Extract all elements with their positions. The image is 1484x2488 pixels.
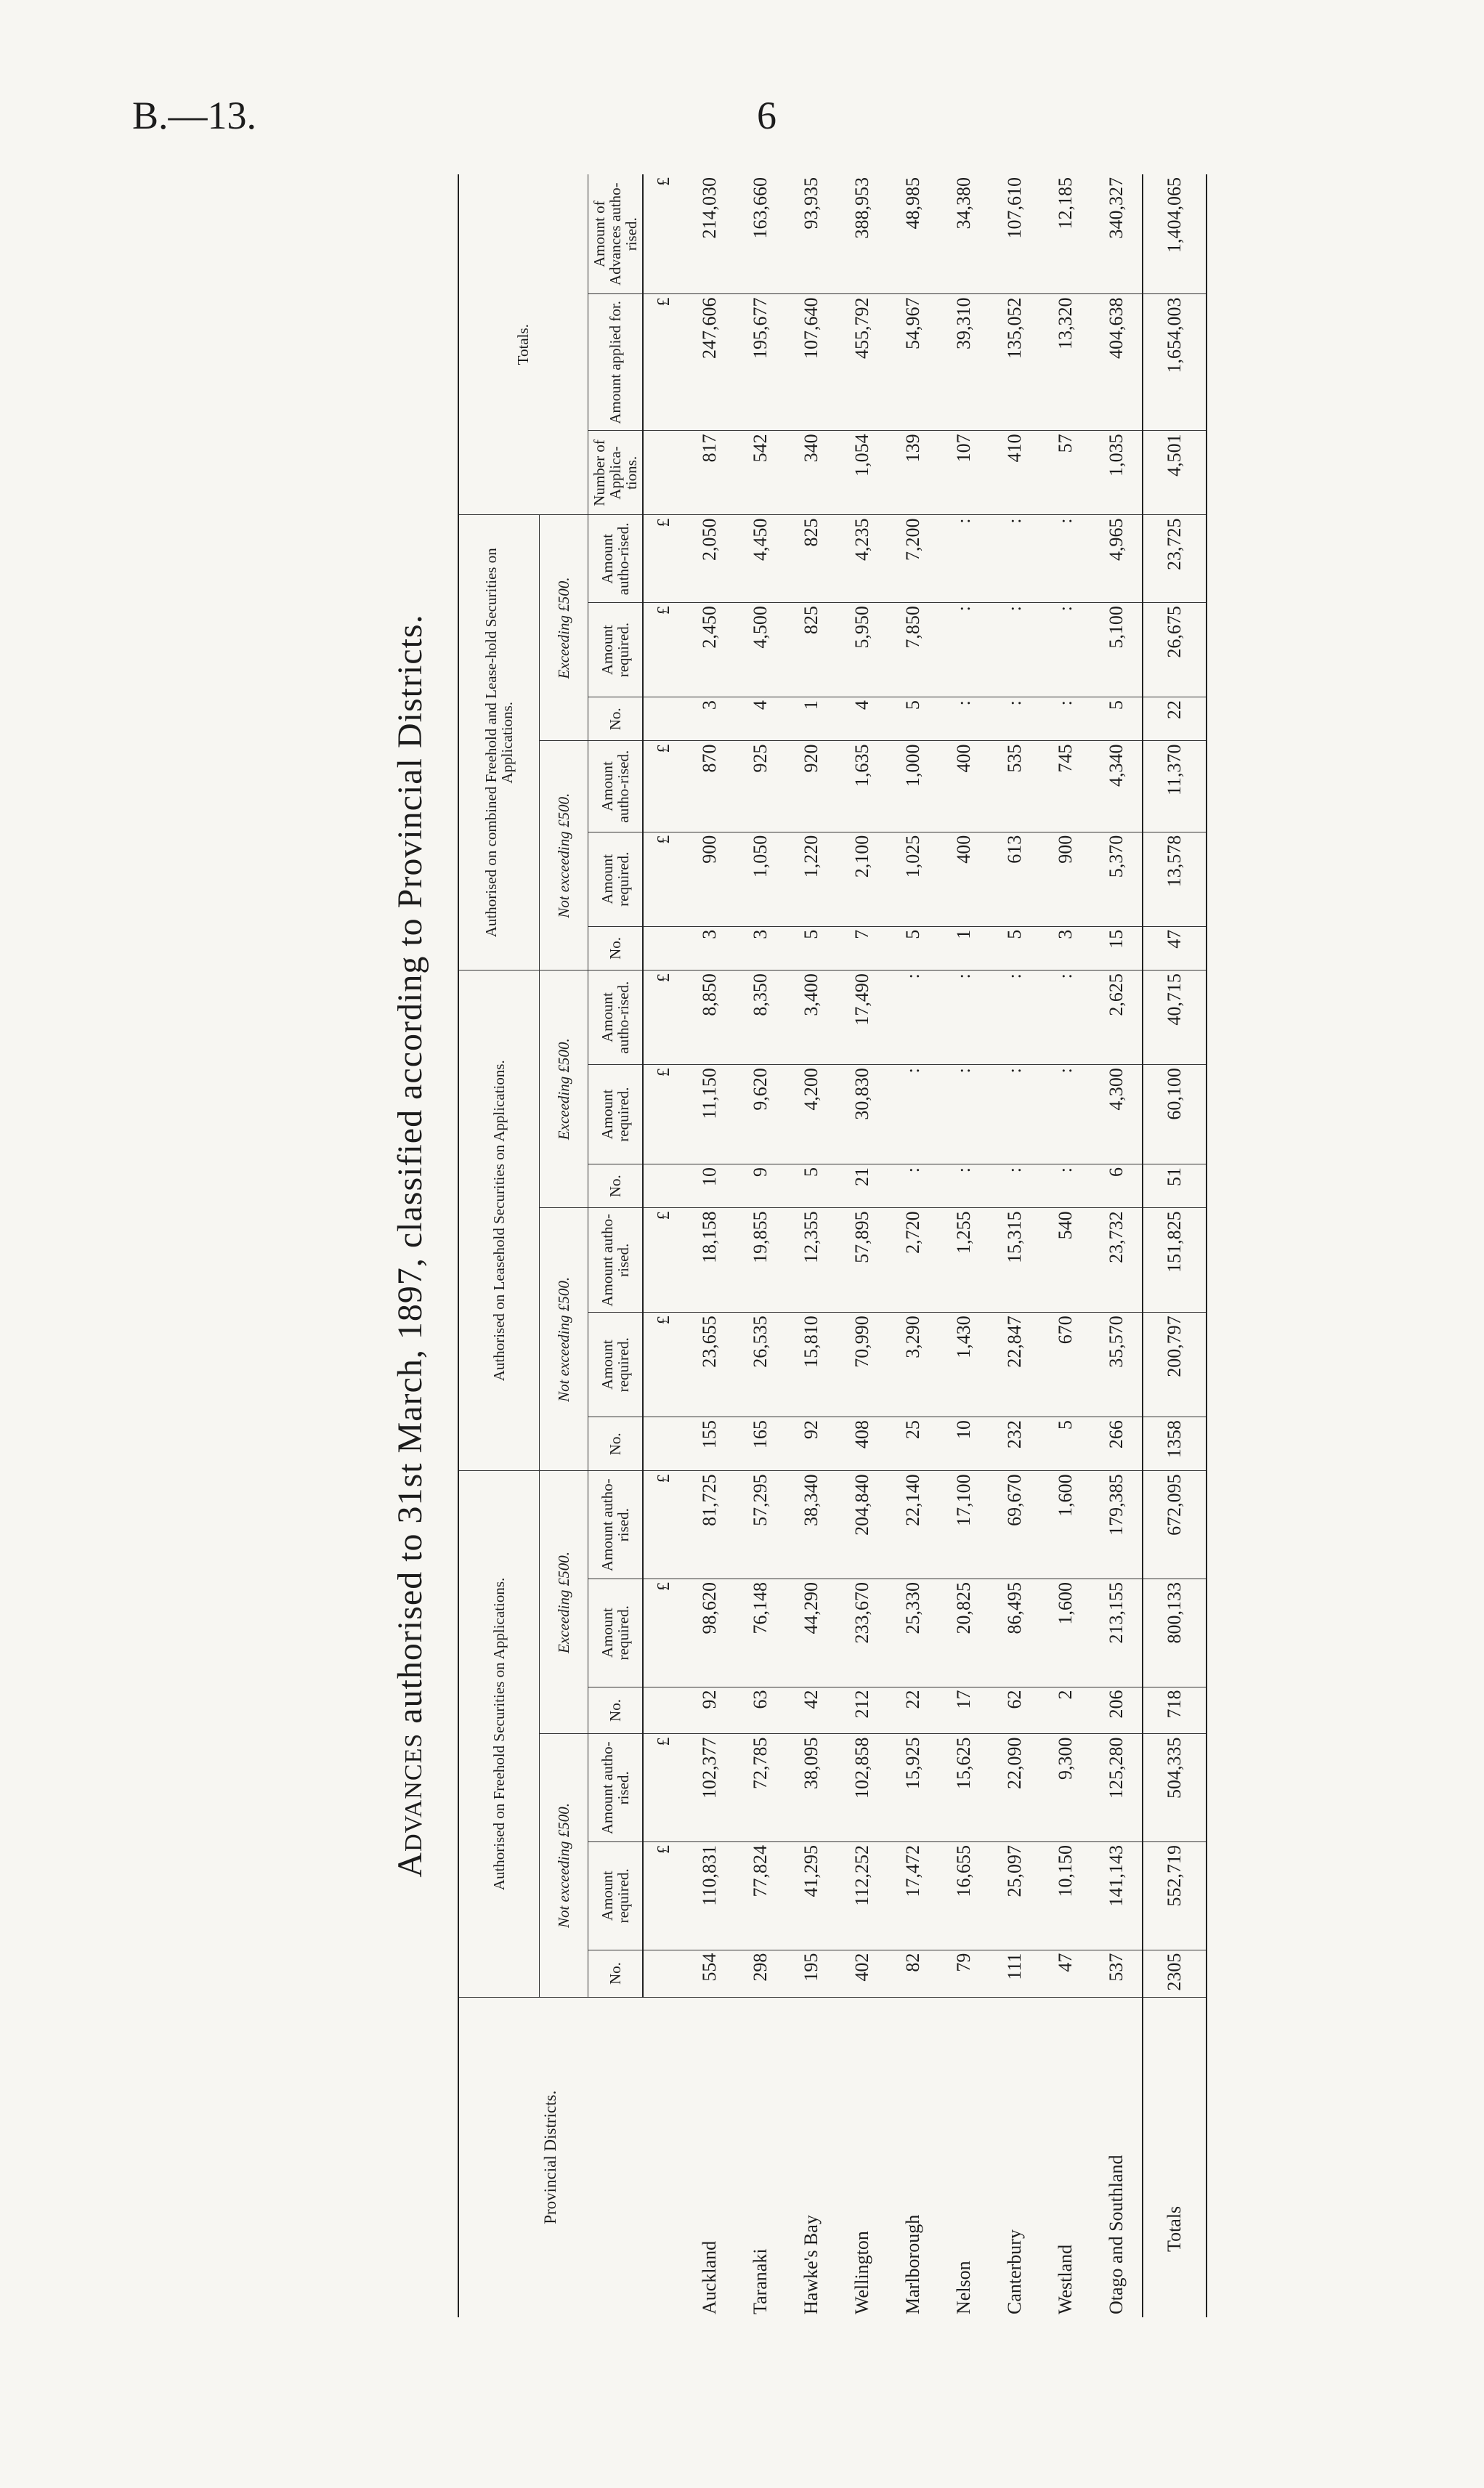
- cell-fh-ex-no: 42: [786, 1687, 837, 1734]
- cell-t-auth: 388,953: [837, 174, 888, 294]
- cell-t-applied: 13,320: [1040, 294, 1091, 431]
- cell-cb-ex-no: 3: [684, 697, 735, 741]
- district-name: Hawke's Bay: [800, 2215, 822, 2314]
- cell-cb-ne-auth: 925: [735, 741, 786, 832]
- cell-t-apps: 107: [938, 431, 989, 515]
- table-title: [370, 174, 450, 2317]
- cell-lh-ne-auth: 18,158: [684, 1208, 735, 1313]
- cell-cb-ne-no: 3: [684, 926, 735, 970]
- cell-t-auth: 12,185: [1040, 174, 1091, 294]
- cell-cb-ex-auth: 4,450: [735, 515, 786, 603]
- cell-lh-ne-req: 23,655: [684, 1313, 735, 1417]
- total-cb-ne-no: 47: [1143, 926, 1207, 970]
- cell-t-applied: 404,638: [1091, 294, 1143, 431]
- table-row: [735, 174, 786, 2317]
- header-fh-not-exceeding: Not exceeding £500.: [540, 1734, 588, 1997]
- cell-fh-ne-req: 77,824: [735, 1842, 786, 1950]
- cell-fh-ex-auth: 17,100: [938, 1471, 989, 1579]
- header-amount-required: Amount required.: [588, 1065, 644, 1164]
- cell-fh-ne-no: 79: [938, 1950, 989, 1997]
- cell-t-apps: 139: [888, 431, 938, 515]
- cell-cb-ne-req: 1,025: [888, 832, 938, 926]
- cell-cb-ex-req: 7,850: [888, 603, 938, 697]
- cell-t-auth: 93,935: [786, 174, 837, 294]
- total-fh-ne-req: 552,719: [1143, 1842, 1207, 1950]
- unit-cell: £: [643, 1734, 684, 1842]
- cell-fh-ne-no: 554: [684, 1950, 735, 1997]
- header-no: No.: [588, 1950, 644, 1997]
- header-no: No.: [588, 697, 644, 741]
- cell-fh-ne-req: 141,143: [1091, 1842, 1143, 1950]
- header-amount-authorised: Amount autho-rised.: [588, 971, 644, 1065]
- cell-cb-ex-auth: 7,200: [888, 515, 938, 603]
- cell-fh-ne-req: 112,252: [837, 1842, 888, 1950]
- cell-t-auth: 34,380: [938, 174, 989, 294]
- header-cb-not-exceeding: Not exceeding £500.: [540, 741, 588, 971]
- title-small-caps: Advances: [391, 1733, 429, 1878]
- district-name: Marlborough: [902, 2214, 923, 2314]
- cell-lh-ne-no: 165: [735, 1417, 786, 1471]
- header-no: No.: [588, 1417, 644, 1471]
- table-row: [1040, 174, 1091, 2317]
- cell-cb-ex-no: 4: [837, 697, 888, 741]
- cell-fh-ne-req: 10,150: [1040, 1842, 1091, 1950]
- cell-cb-ex-auth: :: [938, 515, 989, 603]
- header-no: No.: [588, 926, 644, 970]
- header-no: No.: [588, 1687, 644, 1734]
- header-amount-authorised: Amount autho-rised.: [588, 1471, 644, 1579]
- cell-lh-ex-req: :: [989, 1065, 1040, 1164]
- cell-cb-ne-auth: 535: [989, 741, 1040, 832]
- cell-cb-ex-req: :: [989, 603, 1040, 697]
- cell-fh-ne-no: 298: [735, 1950, 786, 1997]
- cell-t-applied: 39,310: [938, 294, 989, 431]
- cell-fh-ex-auth: 69,670: [989, 1471, 1040, 1579]
- cell-fh-ex-auth: 38,340: [786, 1471, 837, 1579]
- totals-row: [1143, 174, 1207, 2317]
- cell-lh-ex-req: 4,200: [786, 1065, 837, 1164]
- cell-fh-ne-no: 111: [989, 1950, 1040, 1997]
- district-name: Taranaki: [750, 2248, 771, 2314]
- table-row: [888, 174, 938, 2317]
- cell-fh-ex-auth: 81,725: [684, 1471, 735, 1579]
- total-lh-ne-no: 1358: [1143, 1417, 1207, 1471]
- table-row: [684, 174, 735, 2317]
- unit-row-blank: [643, 1997, 684, 2317]
- cell-fh-ex-no: 22: [888, 1687, 938, 1734]
- cell-lh-ne-req: 70,990: [837, 1313, 888, 1417]
- cell-cb-ex-no: :: [938, 697, 989, 741]
- header-provincial-districts: Provincial Districts.: [458, 1997, 643, 2317]
- cell-lh-ex-req: 11,150: [684, 1065, 735, 1164]
- totals-label: Totals: [1143, 1997, 1207, 2317]
- cell-t-apps: 57: [1040, 431, 1091, 515]
- cell-lh-ne-auth: 23,732: [1091, 1208, 1143, 1313]
- cell-fh-ne-auth: 15,625: [938, 1734, 989, 1842]
- cell-lh-ex-no: 6: [1091, 1164, 1143, 1208]
- header-amount-required: Amount required.: [588, 1313, 644, 1417]
- district-name: Canterbury: [1004, 2229, 1025, 2314]
- cell-cb-ne-auth: 400: [938, 741, 989, 832]
- cell-cb-ne-req: 1,050: [735, 832, 786, 926]
- unit-cell: £: [643, 1579, 684, 1687]
- cell-lh-ne-auth: 2,720: [888, 1208, 938, 1313]
- header-no: No.: [588, 1164, 644, 1208]
- unit-row: [643, 174, 684, 2317]
- unit-cell: £: [643, 832, 684, 926]
- cell-cb-ex-req: 4,500: [735, 603, 786, 697]
- unit-cell: £: [643, 741, 684, 832]
- cell-cb-ne-no: 1: [938, 926, 989, 970]
- cell-lh-ne-req: 15,810: [786, 1313, 837, 1417]
- unit-cell: £: [643, 1313, 684, 1417]
- cell-cb-ex-req: 825: [786, 603, 837, 697]
- total-cb-ex-no: 22: [1143, 697, 1207, 741]
- cell-cb-ne-auth: 870: [684, 741, 735, 832]
- cell-fh-ex-req: 98,620: [684, 1579, 735, 1687]
- header-amount-authorised: Amount autho-rised.: [588, 1208, 644, 1313]
- cell-cb-ne-req: 400: [938, 832, 989, 926]
- cell-lh-ne-req: 3,290: [888, 1313, 938, 1417]
- cell-fh-ex-req: 233,670: [837, 1579, 888, 1687]
- table-row: [938, 174, 989, 2317]
- cell-t-auth: 214,030: [684, 174, 735, 294]
- cell-fh-ex-no: 62: [989, 1687, 1040, 1734]
- cell-lh-ex-no: 21: [837, 1164, 888, 1208]
- cell-lh-ne-no: 232: [989, 1417, 1040, 1471]
- total-fh-ne-no: 2305: [1143, 1950, 1207, 1997]
- total-lh-ne-auth: 151,825: [1143, 1208, 1207, 1313]
- cell-t-applied: 195,677: [735, 294, 786, 431]
- district-name: Otago and Southland: [1106, 2155, 1127, 2314]
- cell-lh-ex-auth: 17,490: [837, 971, 888, 1065]
- cell-lh-ex-no: 10: [684, 1164, 735, 1208]
- cell-fh-ne-req: 110,831: [684, 1842, 735, 1950]
- cell-lh-ne-auth: 19,855: [735, 1208, 786, 1313]
- header-freehold: Authorised on Freehold Securities on Applications.: [458, 1471, 540, 1997]
- cell-lh-ne-auth: 12,355: [786, 1208, 837, 1313]
- table-row: [837, 174, 888, 2317]
- cell-lh-ex-req: 4,300: [1091, 1065, 1143, 1164]
- cell-lh-ex-req: 30,830: [837, 1065, 888, 1164]
- unit-cell: £: [643, 1208, 684, 1313]
- cell-fh-ne-req: 25,097: [989, 1842, 1040, 1950]
- cell-lh-ne-auth: 57,895: [837, 1208, 888, 1313]
- header-number-of-applications: Number of Applica-tions.: [588, 431, 644, 515]
- header-amount-authorised: Amount autho-rised.: [588, 741, 644, 832]
- header-fh-exceeding: Exceeding £500.: [540, 1471, 588, 1734]
- cell-lh-ex-no: 5: [786, 1164, 837, 1208]
- cell-fh-ne-no: 402: [837, 1950, 888, 1997]
- district-name: Auckland: [699, 2240, 720, 2314]
- total-lh-ex-no: 51: [1143, 1164, 1207, 1208]
- unit-cell: £: [643, 294, 684, 431]
- total-t-applied: 1,654,003: [1143, 294, 1207, 431]
- cell-t-apps: 1,054: [837, 431, 888, 515]
- cell-fh-ex-req: 20,825: [938, 1579, 989, 1687]
- cell-lh-ex-auth: :: [1040, 971, 1091, 1065]
- table-body: [643, 174, 1207, 2317]
- cell-cb-ex-req: :: [938, 603, 989, 697]
- cell-lh-ne-req: 22,847: [989, 1313, 1040, 1417]
- cell-lh-ex-auth: 8,850: [684, 971, 735, 1065]
- cell-fh-ex-req: 25,330: [888, 1579, 938, 1687]
- district-name: Westland: [1055, 2244, 1076, 2314]
- cell-cb-ex-req: :: [1040, 603, 1091, 697]
- cell-lh-ex-auth: 3,400: [786, 971, 837, 1065]
- cell-t-apps: 340: [786, 431, 837, 515]
- header-amount-required: Amount required.: [588, 603, 644, 697]
- cell-cb-ex-no: 5: [888, 697, 938, 741]
- page-number: 6: [757, 94, 777, 137]
- total-cb-ne-auth: 11,370: [1143, 741, 1207, 832]
- unit-cell-blank: [643, 431, 684, 515]
- title-rest: authorised to 31st March, 1897, classified according to Provincial Districts.: [391, 614, 429, 1733]
- cell-fh-ex-auth: 204,840: [837, 1471, 888, 1579]
- cell-lh-ne-no: 5: [1040, 1417, 1091, 1471]
- cell-fh-ne-auth: 38,095: [786, 1734, 837, 1842]
- unit-cell-blank: [643, 1417, 684, 1471]
- cell-lh-ne-no: 266: [1091, 1417, 1143, 1471]
- cell-cb-ne-no: 5: [989, 926, 1040, 970]
- cell-fh-ne-auth: 9,300: [1040, 1734, 1091, 1842]
- cell-cb-ex-auth: :: [1040, 515, 1091, 603]
- cell-cb-ex-req: 5,950: [837, 603, 888, 697]
- unit-cell-blank: [643, 926, 684, 970]
- cell-fh-ex-auth: 1,600: [1040, 1471, 1091, 1579]
- header-lh-not-exceeding: Not exceeding £500.: [540, 1208, 588, 1471]
- cell-lh-ex-req: 9,620: [735, 1065, 786, 1164]
- cell-lh-ne-req: 35,570: [1091, 1313, 1143, 1417]
- cell-t-applied: 247,606: [684, 294, 735, 431]
- header-amount-applied-for: Amount applied for.: [588, 294, 644, 431]
- cell-lh-ne-auth: 1,255: [938, 1208, 989, 1313]
- cell-fh-ex-auth: 57,295: [735, 1471, 786, 1579]
- header-amount-authorised: Amount autho-rised.: [588, 515, 644, 603]
- header-leasehold: Authorised on Leasehold Securities on Applications.: [458, 971, 540, 1471]
- cell-fh-ex-req: 44,290: [786, 1579, 837, 1687]
- total-cb-ex-req: 26,675: [1143, 603, 1207, 697]
- table-row: [786, 174, 837, 2317]
- cell-fh-ne-auth: 125,280: [1091, 1734, 1143, 1842]
- cell-lh-ne-auth: 540: [1040, 1208, 1091, 1313]
- cell-cb-ne-auth: 1,635: [837, 741, 888, 832]
- cell-lh-ex-auth: :: [938, 971, 989, 1065]
- cell-cb-ex-auth: 4,235: [837, 515, 888, 603]
- cell-cb-ex-req: 2,450: [684, 603, 735, 697]
- total-fh-ex-no: 718: [1143, 1687, 1207, 1734]
- unit-cell-blank: [643, 1164, 684, 1208]
- unit-cell: £: [643, 1471, 684, 1579]
- cell-cb-ne-req: 1,220: [786, 832, 837, 926]
- cell-cb-ne-req: 900: [1040, 832, 1091, 926]
- cell-lh-ex-req: :: [888, 1065, 938, 1164]
- unit-cell: £: [643, 603, 684, 697]
- unit-cell: £: [643, 1842, 684, 1950]
- district-name: Wellington: [851, 2231, 872, 2314]
- cell-lh-ex-auth: :: [888, 971, 938, 1065]
- cell-fh-ex-no: 17: [938, 1687, 989, 1734]
- header-amount-required: Amount required.: [588, 832, 644, 926]
- advances-table: [458, 174, 1207, 2317]
- table-row: [989, 174, 1040, 2317]
- cell-cb-ne-auth: 920: [786, 741, 837, 832]
- cell-cb-ex-auth: :: [989, 515, 1040, 603]
- cell-fh-ne-auth: 15,925: [888, 1734, 938, 1842]
- unit-cell: £: [643, 1065, 684, 1164]
- cell-t-applied: 107,640: [786, 294, 837, 431]
- cell-t-auth: 340,327: [1091, 174, 1143, 294]
- unit-cell-blank: [643, 1950, 684, 1997]
- cell-lh-ne-auth: 15,315: [989, 1208, 1040, 1313]
- cell-lh-ex-auth: 2,625: [1091, 971, 1143, 1065]
- unit-cell-blank: [643, 697, 684, 741]
- cell-t-apps: 817: [684, 431, 735, 515]
- cell-fh-ne-auth: 22,090: [989, 1734, 1040, 1842]
- header-lh-exceeding: Exceeding £500.: [540, 971, 588, 1208]
- cell-fh-ex-no: 2: [1040, 1687, 1091, 1734]
- cell-lh-ex-req: :: [938, 1065, 989, 1164]
- table-row: [1091, 174, 1143, 2317]
- cell-cb-ne-no: 3: [735, 926, 786, 970]
- cell-lh-ne-no: 408: [837, 1417, 888, 1471]
- rotated-table-block: [370, 174, 1220, 2317]
- cell-fh-ex-auth: 179,385: [1091, 1471, 1143, 1579]
- cell-cb-ex-auth: 825: [786, 515, 837, 603]
- cell-fh-ex-req: 213,155: [1091, 1579, 1143, 1687]
- cell-fh-ne-req: 41,295: [786, 1842, 837, 1950]
- unit-cell: £: [643, 971, 684, 1065]
- total-lh-ne-req: 200,797: [1143, 1313, 1207, 1417]
- total-t-apps: 4,501: [1143, 431, 1207, 515]
- unit-cell-blank: [643, 1687, 684, 1734]
- header-totals: Totals.: [458, 174, 588, 515]
- cell-lh-ne-no: 10: [938, 1417, 989, 1471]
- cell-cb-ne-req: 613: [989, 832, 1040, 926]
- cell-cb-ex-no: 1: [786, 697, 837, 741]
- cell-cb-ex-auth: 2,050: [684, 515, 735, 603]
- total-cb-ex-auth: 23,725: [1143, 515, 1207, 603]
- cell-lh-ex-no: :: [938, 1164, 989, 1208]
- cell-fh-ne-auth: 102,858: [837, 1734, 888, 1842]
- unit-cell: £: [643, 174, 684, 294]
- cell-t-auth: 163,660: [735, 174, 786, 294]
- header-amount-authorised: Amount autho-rised.: [588, 1734, 644, 1842]
- total-fh-ex-auth: 672,095: [1143, 1471, 1207, 1579]
- cell-cb-ex-no: :: [989, 697, 1040, 741]
- district-name: Nelson: [953, 2261, 974, 2314]
- cell-fh-ne-req: 17,472: [888, 1842, 938, 1950]
- cell-fh-ne-auth: 72,785: [735, 1734, 786, 1842]
- cell-fh-ex-req: 1,600: [1040, 1579, 1091, 1687]
- cell-cb-ne-auth: 745: [1040, 741, 1091, 832]
- cell-lh-ne-req: 1,430: [938, 1313, 989, 1417]
- cell-fh-ne-auth: 102,377: [684, 1734, 735, 1842]
- cell-cb-ex-no: 4: [735, 697, 786, 741]
- cell-fh-ex-no: 212: [837, 1687, 888, 1734]
- cell-lh-ne-req: 26,535: [735, 1313, 786, 1417]
- page-reference: B.—13.: [132, 94, 257, 137]
- total-fh-ex-req: 800,133: [1143, 1579, 1207, 1687]
- cell-lh-ex-no: 9: [735, 1164, 786, 1208]
- cell-lh-ne-no: 25: [888, 1417, 938, 1471]
- cell-lh-ex-no: :: [888, 1164, 938, 1208]
- header-cb-exceeding: Exceeding £500.: [540, 515, 588, 741]
- total-lh-ex-req: 60,100: [1143, 1065, 1207, 1164]
- cell-lh-ne-req: 670: [1040, 1313, 1091, 1417]
- cell-cb-ne-no: 7: [837, 926, 888, 970]
- cell-t-applied: 455,792: [837, 294, 888, 431]
- cell-cb-ne-no: 5: [888, 926, 938, 970]
- header-combined: Authorised on combined Freehold and Lease-hold Securities on Applications.: [458, 515, 540, 971]
- cell-fh-ne-no: 537: [1091, 1950, 1143, 1997]
- cell-cb-ex-no: :: [1040, 697, 1091, 741]
- cell-cb-ex-auth: 4,965: [1091, 515, 1143, 603]
- cell-lh-ex-auth: :: [989, 971, 1040, 1065]
- cell-cb-ex-req: 5,100: [1091, 603, 1143, 697]
- cell-lh-ex-no: :: [1040, 1164, 1091, 1208]
- cell-cb-ne-auth: 1,000: [888, 741, 938, 832]
- cell-t-apps: 542: [735, 431, 786, 515]
- cell-t-applied: 54,967: [888, 294, 938, 431]
- cell-cb-ne-req: 2,100: [837, 832, 888, 926]
- cell-fh-ne-no: 47: [1040, 1950, 1091, 1997]
- header-amount-required: Amount required.: [588, 1579, 644, 1687]
- cell-fh-ex-req: 86,495: [989, 1579, 1040, 1687]
- cell-cb-ne-no: 3: [1040, 926, 1091, 970]
- cell-fh-ne-req: 16,655: [938, 1842, 989, 1950]
- cell-lh-ne-no: 155: [684, 1417, 735, 1471]
- cell-lh-ne-no: 92: [786, 1417, 837, 1471]
- cell-t-apps: 410: [989, 431, 1040, 515]
- cell-t-auth: 48,985: [888, 174, 938, 294]
- cell-lh-ex-no: :: [989, 1164, 1040, 1208]
- cell-t-apps: 1,035: [1091, 431, 1143, 515]
- total-t-auth: 1,404,065: [1143, 174, 1207, 294]
- cell-t-applied: 135,052: [989, 294, 1040, 431]
- cell-cb-ex-no: 5: [1091, 697, 1143, 741]
- cell-lh-ex-auth: 8,350: [735, 971, 786, 1065]
- cell-cb-ne-req: 900: [684, 832, 735, 926]
- cell-fh-ex-req: 76,148: [735, 1579, 786, 1687]
- cell-cb-ne-auth: 4,340: [1091, 741, 1143, 832]
- cell-cb-ne-no: 15: [1091, 926, 1143, 970]
- cell-fh-ex-auth: 22,140: [888, 1471, 938, 1579]
- unit-cell: £: [643, 515, 684, 603]
- header-amount-required: Amount required.: [588, 1842, 644, 1950]
- cell-fh-ne-no: 195: [786, 1950, 837, 1997]
- header-amount-of-advances-authorised: Amount of Advances autho-rised.: [588, 174, 644, 294]
- cell-fh-ex-no: 206: [1091, 1687, 1143, 1734]
- cell-fh-ex-no: 63: [735, 1687, 786, 1734]
- total-fh-ne-auth: 504,335: [1143, 1734, 1207, 1842]
- total-lh-ex-auth: 40,715: [1143, 971, 1207, 1065]
- total-cb-ne-req: 13,578: [1143, 832, 1207, 926]
- cell-cb-ne-no: 5: [786, 926, 837, 970]
- cell-lh-ex-req: :: [1040, 1065, 1091, 1164]
- cell-fh-ex-no: 92: [684, 1687, 735, 1734]
- cell-t-auth: 107,610: [989, 174, 1040, 294]
- cell-cb-ne-req: 5,370: [1091, 832, 1143, 926]
- cell-fh-ne-no: 82: [888, 1950, 938, 1997]
